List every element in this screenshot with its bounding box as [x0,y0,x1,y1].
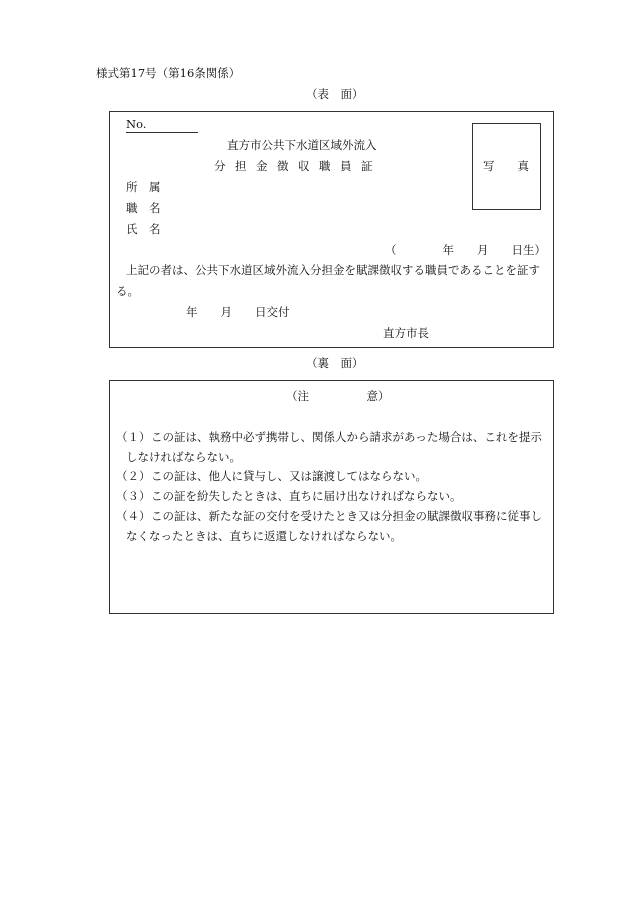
field-affiliation: 所 属 [126,180,161,194]
issuer: 直方市長 [383,326,429,340]
number-label: No. [126,119,198,133]
note-2-number: （２） [116,469,151,483]
form-number: 様式第17号（第16条関係） [96,66,241,80]
issue-date: 年 月 日交付 [186,305,290,319]
front-label: （表 面） [306,87,364,101]
birth-date: （ 年 月 日生） [385,243,546,257]
note-1-line2: しなければならない。 [126,450,241,464]
field-name: 氏 名 [126,222,161,236]
certification-line2: る。 [116,284,139,298]
note-4-number: （４） [116,509,151,523]
field-position: 職 名 [126,201,161,215]
note-2-line1: この証は、他人に貸与し、又は譲渡してはならない。 [151,469,427,483]
certification-line1: 上記の者は、公共下水道区域外流入分担金を賦課徴収する職員であることを証す [126,263,540,277]
note-3-line1: この証を紛失したときは、直ちに届け出なければならない。 [151,489,462,503]
note-1-line1: この証は、執務中必ず携帯し、関係人から請求があった場合は、これを提示 [151,430,542,444]
photo-label: 写 真 [483,159,529,173]
note-4-line1: この証は、新たな証の交付を受けたとき又は分担金の賦課徴収事務に従事し [151,509,542,523]
card-title-line1: 直方市公共下水道区域外流入 [227,138,377,152]
note-4-line2: なくなったときは、直ちに返還しなければならない。 [126,529,402,543]
note-1-number: （１） [116,430,151,444]
back-label: （裏 面） [306,356,364,370]
notes-title: （注 意） [286,389,390,403]
note-3-number: （３） [116,489,151,503]
card-title-line2: 分担金徴収職員証 [214,159,382,173]
number-field [126,119,198,133]
